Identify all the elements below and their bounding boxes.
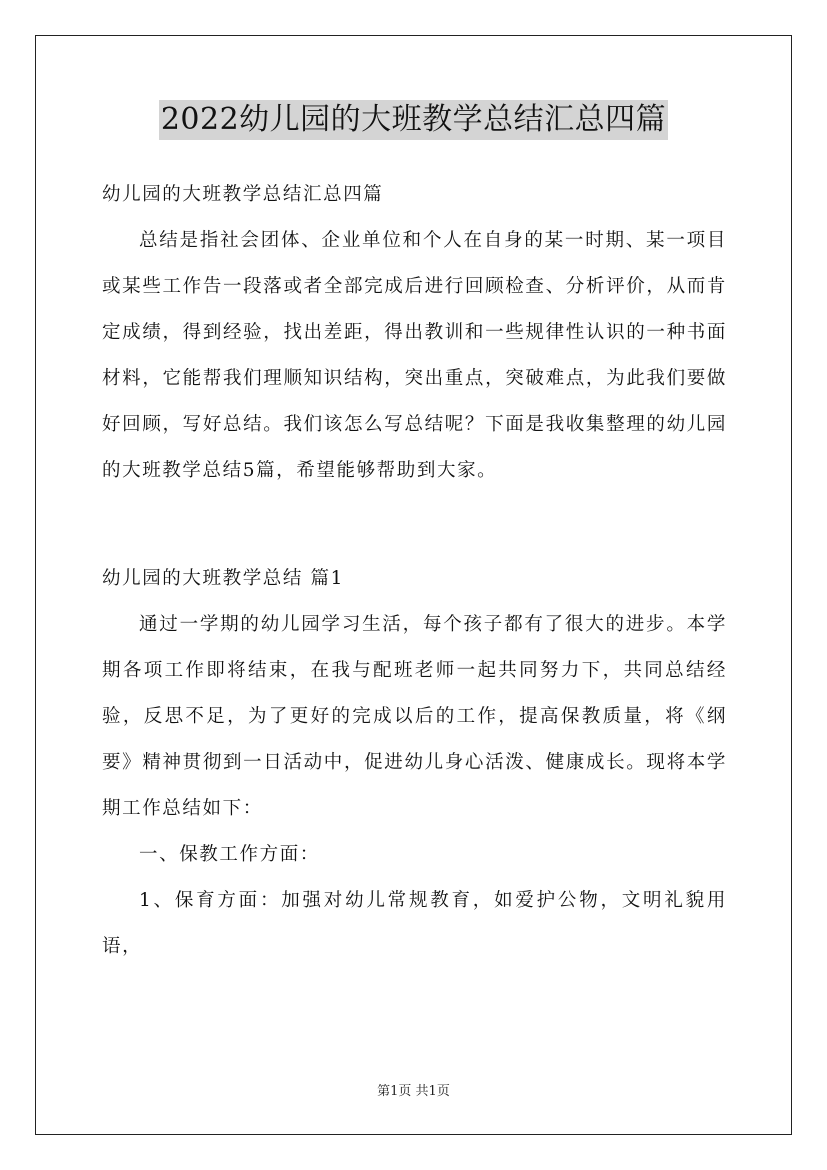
- page-footer: 第1页 共1页: [377, 1084, 450, 1099]
- section-paragraph: 通过一学期的幼儿园学习生活，每个孩子都有了很大的进步。本学期各项工作即将结束，在我与配班老师一起共同努力下，共同总结经验，反思不足，为了更好的完成以后的工作，提高保教质量，将《纲要》精神贯彻到一日活动中，促进幼儿身心活泼、健康成长。现将本学期工作总结如下：: [102, 614, 727, 819]
- document-body: [102, 172, 727, 970]
- intro-paragraph: 总结是指社会团体、企业单位和个人在自身的某一时期、某一项目或某些工作告一段落或者全部完成后进行回顾检查、分析评价，从而肯定成绩，得到经验，找出差距，得出教训和一些规律性认识的一种书面材料，它能帮我们理顺知识结构，突出重点，突破难点，为此我们要做好回顾，写好总结。我们该怎么写总结呢？下面是我收集整理的幼儿园的大班教学总结5篇，希望能够帮助到大家。: [102, 230, 727, 481]
- document-subtitle: 幼儿园的大班教学总结汇总四篇: [102, 184, 384, 205]
- section-spacer: [102, 494, 727, 556]
- list-item: 1、保育方面：加强对幼儿常规教育，如爱护公物，文明礼貌用语，: [102, 890, 727, 957]
- subheading: 一、保教工作方面：: [139, 844, 320, 865]
- document-title: 2022幼儿园的大班教学总结汇总四篇: [159, 100, 668, 140]
- section-heading: 幼儿园的大班教学总结 篇1: [102, 568, 344, 589]
- title-container: [0, 100, 827, 140]
